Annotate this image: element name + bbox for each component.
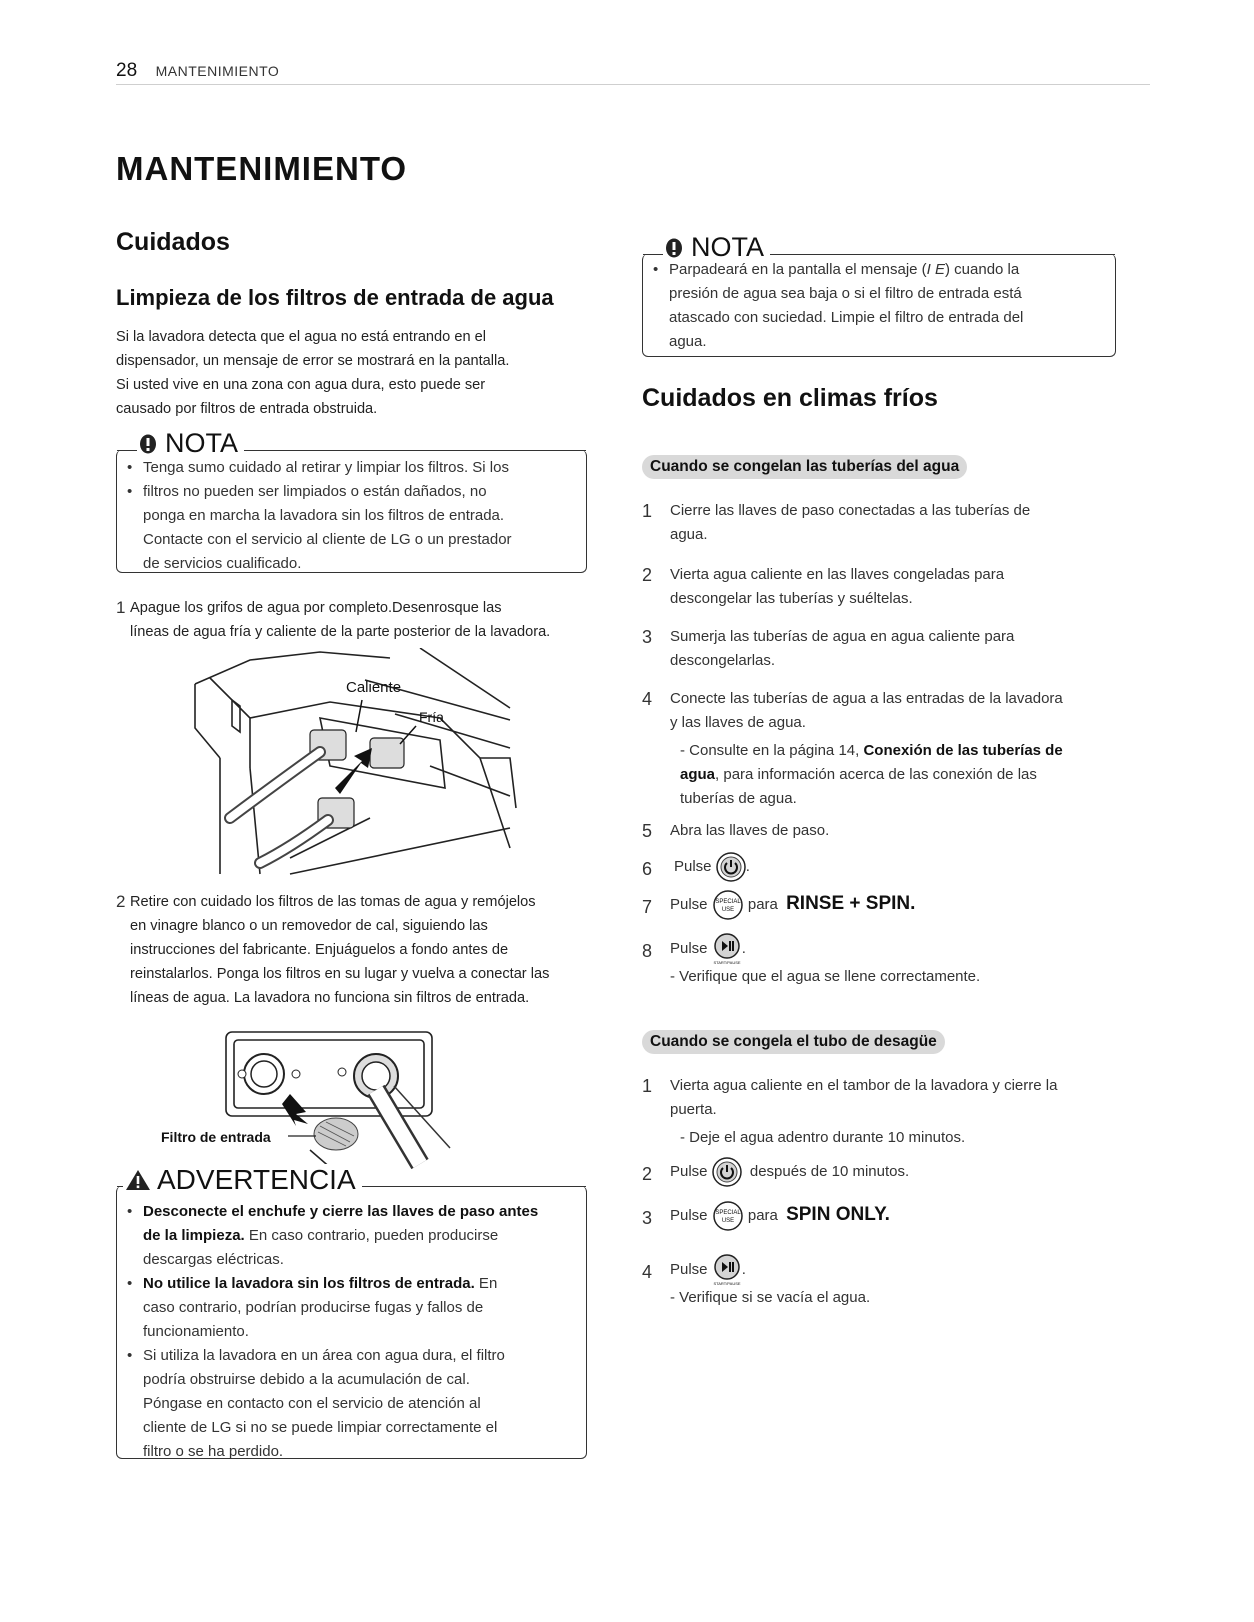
- section-pill-pipes: Cuando se congelan las tuberías del agua: [642, 455, 967, 479]
- intro-line: Si usted vive en una zona con agua dura, esto puede ser: [116, 377, 486, 393]
- intro-paragraph: [116, 325, 586, 421]
- intro-line: dispensador, un mensaje de error se mostrará en la pantalla.: [116, 353, 510, 369]
- special-use-button-icon: [712, 1201, 744, 1231]
- frozen-drain-section: Cuando se congela el tubo de desagüe 1 Vierta agua caliente en el tambor de la lavadora y cierre la puerta. - Deje el agua adentro durante 10 minutos. 2 Pulse después de 10 minutos. 3 Pulse SPECIAL USE para SPIN ONLY. 4 Pulse START/PAUSE . - Verifique si se vacía el agua.: [642, 1030, 1122, 1310]
- filter-label: Filtro de entrada: [161, 1129, 271, 1145]
- nota-box-right: NOTA • Parpadeará en la pantalla el mensaje (I E) cuando la presión de agua sea baja o si el filtro de entrada está atascado con suciedad. Limpie el filtro de entrada del agua.: [642, 254, 1116, 357]
- hose-connection-illustration: [190, 648, 520, 876]
- intro-line: Si la lavadora detecta que el agua no está entrando en el: [116, 329, 486, 345]
- error-code: I E: [926, 261, 946, 278]
- svg-text:SPECIAL: SPECIAL: [715, 899, 741, 906]
- svg-text:SPECIAL: SPECIAL: [715, 1210, 741, 1217]
- warning-box: ADVERTENCIA • Desconecte el enchufe y cierre las llaves de paso antes de la limpieza. En caso contrario, pueden producirse descargas eléctricas. • No utilice la lavadora sin los filtros de entrada. En caso contrario, podrían producirse fugas y fallos de funcionamiento. • Si utiliza la lavadora en un área con agua dura, el filtro podría obstruirse debido a la acumulación de cal. Póngase en contacto con el servicio de atención al cliente de LG si no se puede limpiar correctamente el filtro o se ha perdido.: [116, 1186, 587, 1459]
- inlet-filter-illustration: [150, 1030, 490, 1180]
- fig-label-cold: Fría: [419, 709, 444, 725]
- left-column: [116, 228, 586, 421]
- step-1: 1 Apague los grifos de agua por completo.Desenrosque las líneas de agua fría y caliente de la parte posterior de la lavadora.: [116, 598, 551, 640]
- nota-label: NOTA: [663, 232, 770, 263]
- svg-text:START/PAUSE: START/PAUSE: [713, 960, 741, 966]
- page-number: 28: [116, 60, 138, 81]
- svg-text:USE: USE: [721, 1218, 734, 1225]
- special-use-button-icon: [712, 890, 744, 920]
- fig-label-hot: Caliente: [346, 679, 402, 696]
- exclamation-icon: [139, 434, 157, 454]
- heading-cuidados: Cuidados: [116, 228, 230, 256]
- power-button-icon: [716, 852, 746, 882]
- power-button-icon: [712, 1157, 742, 1187]
- start-pause-button-icon: [712, 933, 742, 965]
- intro-line: causado por filtros de entrada obstruida.: [116, 401, 378, 417]
- svg-text:START/PAUSE: START/PAUSE: [713, 1281, 741, 1287]
- right-column: [642, 384, 1122, 413]
- frozen-pipes-section: Cuando se congelan las tuberías del agua 1 Cierre las llaves de paso conectadas a las tuberías de agua. 2 Vierta agua caliente en las llaves congeladas para descongelar las tuberías y suéltelas. 3 Sumerja las tuberías de agua en agua caliente para descongelarlas. 4 Conecte las tuberías de agua a las entradas de la lavadora y las llaves de agua. - Consulte en la página 14, Conexión de las tuberías de agua, para información acerca de las conexión de las tuberías de agua. 5 Abra las llaves de paso. 6 Pulse . 7 Pulse SPECIAL USE para RINSE + SPIN. 8 Pulse START/PAUSE . - Verifique que el agua se llene correctamente.: [642, 455, 1122, 989]
- heading-limpieza: Limpieza de los filtros de entrada de agua: [116, 285, 554, 310]
- nota-text: • Tenga sumo cuidado al retirar y limpiar los filtros. Si los: [117, 456, 577, 480]
- page-header: [116, 60, 1150, 85]
- start-pause-button-icon: [712, 1254, 742, 1286]
- nota-box-left: NOTA • Tenga sumo cuidado al retirar y limpiar los filtros. Si los • filtros no pueden ser limpiados o están dañados, no ponga en marcha la lavadora sin los filtros de entrada. Contacte con el servicio al cliente de LG o un prestador de servicios cualificado.: [116, 450, 587, 573]
- heading-climas-frios: Cuidados en climas fríos: [642, 384, 938, 412]
- step-2: 2 Retire con cuidado los filtros de las tomas de agua y remójelos en vinagre blanco o un removedor de cal, siguiendo las instrucciones del fabricante. Enjuáguelos a fondo antes de reinstalarlos. Ponga los filtros en su lugar y vuelva a conectar las líneas de agua. La lavadora no funciona sin filtros de entrada.: [116, 892, 550, 1006]
- nota-label: NOTA: [137, 428, 244, 459]
- section-pill-drain: Cuando se congela el tubo de desagüe: [642, 1030, 945, 1054]
- svg-text:USE: USE: [721, 907, 734, 914]
- page-title: MANTENIMIENTO: [116, 150, 408, 187]
- warning-triangle-icon: [125, 1169, 151, 1191]
- warning-label: ADVERTENCIA: [123, 1164, 362, 1196]
- exclamation-icon: [665, 238, 683, 258]
- header-section: MANTENIMIENTO: [155, 63, 280, 79]
